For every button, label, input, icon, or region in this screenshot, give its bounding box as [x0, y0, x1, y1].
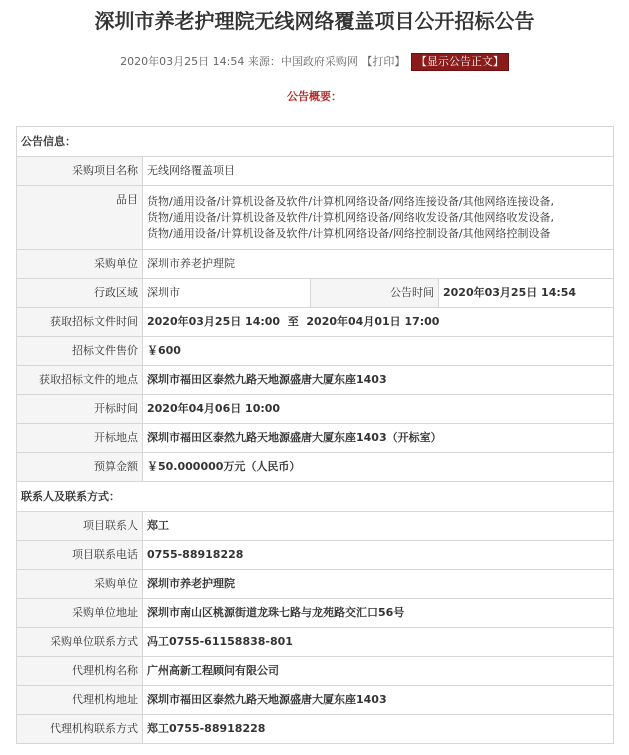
- label-agency-contact: 代理机构联系方式: [17, 715, 143, 744]
- label-announce-time: 公告时间: [311, 279, 439, 308]
- items-line: 货物/通用设备/计算机设备及软件/计算机网络设备/网络收发设备/其他网络收发设备,: [147, 210, 555, 224]
- value-items: [143, 186, 614, 250]
- label-purchaser-contact: 采购单位联系方式: [17, 628, 143, 657]
- value-budget: ￥50.000000万元（人民币）: [143, 453, 614, 482]
- value-purchaser-address: 深圳市南山区桃源街道龙珠七路与龙苑路交汇口56号: [143, 599, 614, 628]
- source-label: 来源：: [247, 55, 281, 68]
- value-doc-place: 深圳市福田区泰然九路天地源盛唐大厦东座1403: [143, 366, 614, 395]
- label-budget: 预算金额: [17, 453, 143, 482]
- label-open-time: 开标时间: [17, 395, 143, 424]
- items-line: 货物/通用设备/计算机设备及软件/计算机网络设备/网络控制设备/其他网络控制设备: [147, 226, 551, 240]
- label-project-phone: 项目联系电话: [17, 541, 143, 570]
- label-items: 品目: [17, 186, 143, 250]
- value-announce-time: 2020年03月25日 14:54: [439, 279, 614, 308]
- value-project-contact: 郑工: [143, 512, 614, 541]
- value-project-name: 无线网络覆盖项目: [143, 157, 614, 186]
- announcement-table: [16, 126, 614, 744]
- page-title: 深圳市养老护理院无线网络覆盖项目公开招标公告: [94, 9, 535, 33]
- value-project-phone: 0755-88918228: [143, 541, 614, 570]
- publish-datetime: 2020年03月25日 14:54: [120, 55, 245, 68]
- section-announcement-info: 公告信息：: [17, 127, 614, 157]
- value-open-place: 深圳市福田区泰然九路天地源盛唐大厦东座1403（开标室）: [143, 424, 614, 453]
- summary-heading: 公告概要：: [287, 90, 342, 103]
- label-purchaser-address: 采购单位地址: [17, 599, 143, 628]
- show-full-text-button[interactable]: 【显示公告正文】: [411, 53, 509, 71]
- label-region: 行政区域: [17, 279, 143, 308]
- label-doc-place: 获取招标文件的地点: [17, 366, 143, 395]
- value-purchaser-contact: 冯工0755-61158838-801: [143, 628, 614, 657]
- value-agency-name: 广州高新工程顾问有限公司: [143, 657, 614, 686]
- section-contacts: 联系人及联系方式：: [17, 482, 614, 512]
- value-agency-contact: 郑工0755-88918228: [143, 715, 614, 744]
- label-agency-address: 代理机构地址: [17, 686, 143, 715]
- meta-line: [0, 52, 629, 72]
- label-open-place: 开标地点: [17, 424, 143, 453]
- label-doc-price: 招标文件售价: [17, 337, 143, 366]
- label-agency-name: 代理机构名称: [17, 657, 143, 686]
- value-region: 深圳市: [143, 279, 311, 308]
- label-purchaser: 采购单位: [17, 250, 143, 279]
- label-doc-time: 获取招标文件时间: [17, 308, 143, 337]
- label-project-contact: 项目联系人: [17, 512, 143, 541]
- source-name: 中国政府采购网: [280, 55, 358, 68]
- value-purchaser2: 深圳市养老护理院: [143, 570, 614, 599]
- value-doc-time: 2020年03月25日 14:00 至 2020年04月01日 17:00: [143, 308, 614, 337]
- value-doc-price: ￥600: [143, 337, 614, 366]
- label-project-name: 采购项目名称: [17, 157, 143, 186]
- value-open-time: 2020年04月06日 10:00: [143, 395, 614, 424]
- print-link[interactable]: 【打印】: [361, 55, 406, 68]
- label-purchaser2: 采购单位: [17, 570, 143, 599]
- value-purchaser: 深圳市养老护理院: [143, 250, 614, 279]
- items-line: 货物/通用设备/计算机设备及软件/计算机网络设备/网络连接设备/其他网络连接设备,: [147, 194, 555, 208]
- value-agency-address: 深圳市福田区泰然九路天地源盛唐大厦东座1403: [143, 686, 614, 715]
